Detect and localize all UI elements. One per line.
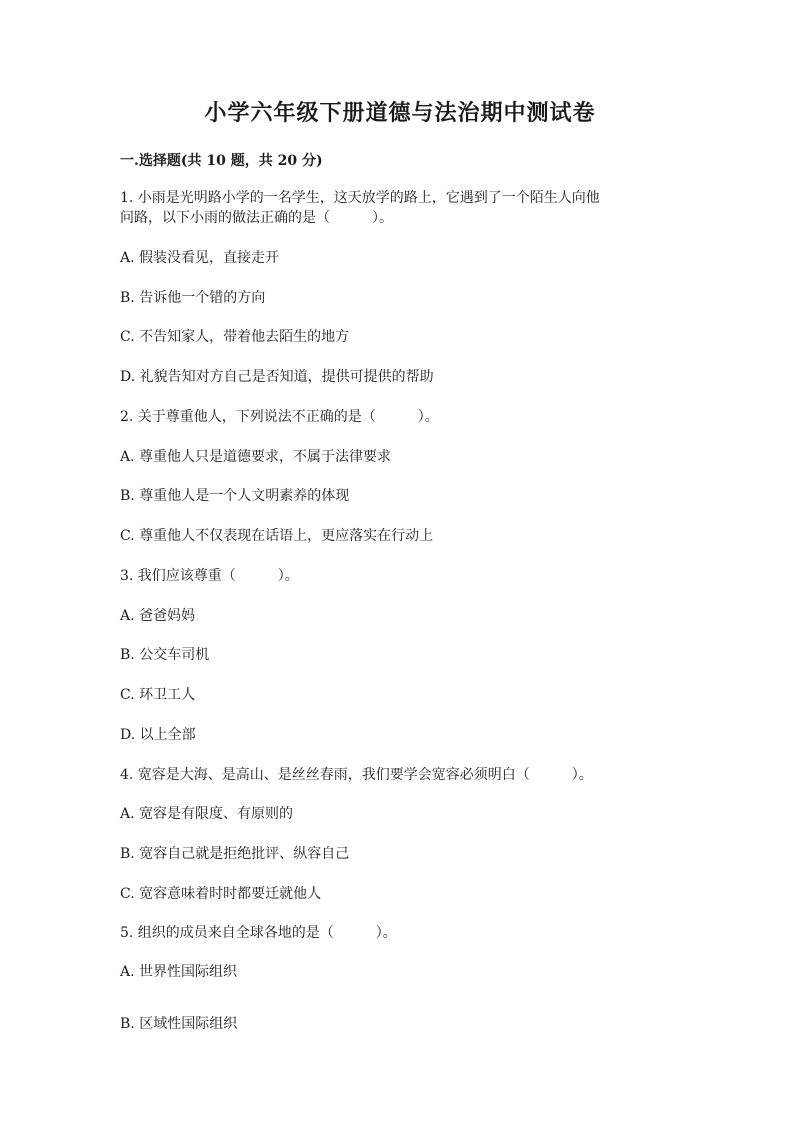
question-5-option-b: B. 区域性国际组织 (120, 1016, 238, 1032)
question-4-option-b: B. 宽容自己就是拒绝批评、纵容自己 (120, 846, 350, 862)
question-5-option-a: A. 世界性国际组织 (120, 964, 238, 980)
question-3-option-c: C. 环卫工人 (120, 687, 196, 703)
question-4-option-c: C. 宽容意味着时时都要迁就他人 (120, 886, 322, 902)
question-1-option-d: D. 礼貌告知对方自己是否知道，提供可提供的帮助 (120, 369, 434, 385)
question-2-option-c: C. 尊重他人不仅表现在话语上，更应落实在行动上 (120, 528, 434, 544)
question-4-option-a: A. 宽容是有限度、有原则的 (120, 806, 294, 822)
question-4-stem: 4. 宽容是大海、是高山、是丝丝春雨，我们要学会宽容必须明白（ ）。 (120, 767, 593, 783)
question-2-stem: 2. 关于尊重他人，下列说法不正确的是（ ）。 (120, 409, 439, 425)
question-5-stem: 5. 组织的成员来自全球各地的是（ ）。 (120, 925, 397, 941)
question-2-option-b: B. 尊重他人是一个人文明素养的体现 (120, 488, 350, 504)
section-heading: 一.选择题(共 10 题，共 20 分) (120, 153, 323, 169)
question-1-stem-line-1: 1. 小雨是光明路小学的一名学生，这天放学的路上，它遇到了一个陌生人向他 (120, 190, 600, 206)
question-3-option-b: B. 公交车司机 (120, 647, 210, 663)
page-title: 小学六年级下册道德与法治期中测试卷 (204, 100, 596, 126)
question-1-option-c: C. 不告知家人，带着他去陌生的地方 (120, 329, 350, 345)
question-1-option-a: A. 假装没看见，直接走开 (120, 250, 280, 266)
question-1-stem-line-2: 问路，以下小雨的做法正确的是（ ）。 (120, 210, 393, 226)
question-2-option-a: A. 尊重他人只是道德要求，不属于法律要求 (120, 449, 392, 465)
question-3-stem: 3. 我们应该尊重（ ）。 (120, 568, 299, 584)
question-3-option-a: A. 爸爸妈妈 (120, 608, 196, 624)
question-3-option-d: D. 以上全部 (120, 727, 196, 743)
question-1-option-b: B. 告诉他一个错的方向 (120, 290, 266, 306)
